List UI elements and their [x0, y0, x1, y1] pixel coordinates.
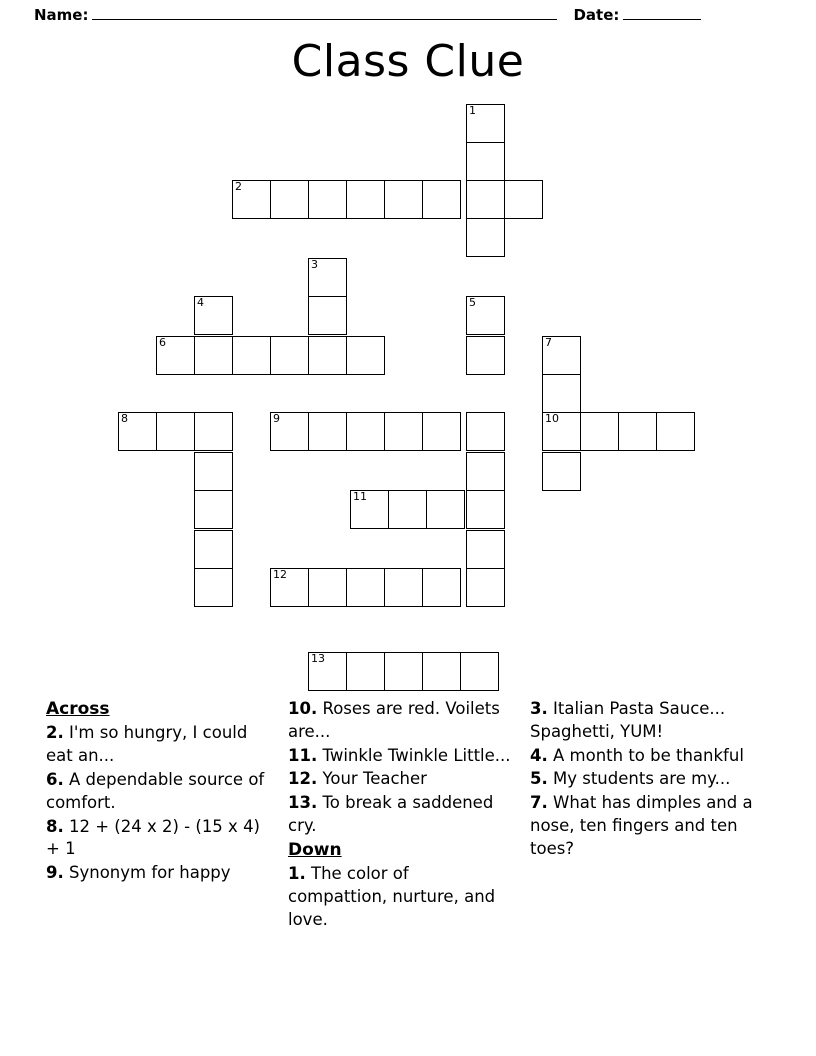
grid-cell-5[interactable] [466, 296, 505, 335]
grid-cell[interactable] [384, 652, 423, 691]
grid-cell[interactable] [308, 412, 347, 451]
clue-number: 13. [288, 793, 318, 813]
grid-cell[interactable] [466, 142, 505, 181]
grid-cell-number: 4 [197, 296, 204, 309]
clue-across-10 [288, 698, 512, 744]
clues-area [0, 698, 816, 998]
grid-cell[interactable] [466, 180, 505, 219]
grid-cell[interactable] [194, 568, 233, 607]
across-heading: Across [46, 699, 110, 719]
grid-cell[interactable] [580, 412, 619, 451]
clue-across-11 [288, 745, 512, 768]
clue-number: 11. [288, 745, 318, 765]
grid-cell[interactable] [346, 412, 385, 451]
grid-cell[interactable] [308, 336, 347, 375]
grid-cell[interactable] [422, 568, 461, 607]
date-label: Date: [573, 6, 620, 24]
grid-cell[interactable] [618, 412, 657, 451]
page-title: Class Clue [291, 36, 525, 87]
clue-column-2 [288, 698, 512, 932]
grid-cell-number: 6 [159, 336, 166, 349]
grid-cell[interactable] [308, 568, 347, 607]
grid-cell[interactable] [466, 530, 505, 569]
grid-cell[interactable] [542, 452, 581, 491]
grid-cell-13[interactable] [308, 652, 347, 691]
clue-text: I'm so hungry, I could eat an... [46, 723, 248, 766]
clue-number: 6. [46, 769, 64, 789]
down-heading: Down [288, 839, 342, 860]
grid-cell-number: 13 [311, 652, 325, 665]
clue-across-2 [46, 722, 274, 768]
clue-text: Your Teacher [322, 769, 427, 789]
grid-cell[interactable] [194, 490, 233, 529]
clue-number: 7. [530, 793, 548, 813]
clue-number: 12. [288, 769, 318, 789]
grid-cell[interactable] [460, 652, 499, 691]
grid-cell-10[interactable] [542, 412, 581, 451]
grid-cell-number: 9 [273, 412, 280, 425]
grid-cell[interactable] [270, 336, 309, 375]
clue-number: 8. [46, 816, 64, 836]
grid-cell[interactable] [346, 652, 385, 691]
grid-cell-number: 3 [311, 258, 318, 271]
grid-cell[interactable] [194, 452, 233, 491]
clue-number: 3. [530, 699, 548, 718]
grid-cell[interactable] [466, 568, 505, 607]
grid-cell-7[interactable] [542, 336, 581, 375]
clue-number: 1. [288, 864, 306, 884]
grid-cell-number: 1 [469, 104, 476, 117]
grid-cell[interactable] [346, 180, 385, 219]
grid-cell[interactable] [194, 336, 233, 375]
grid-cell[interactable] [156, 412, 195, 451]
grid-cell[interactable] [384, 412, 423, 451]
grid-cell-3[interactable] [308, 258, 347, 297]
grid-cell[interactable] [308, 296, 347, 335]
crossword-grid [0, 104, 816, 704]
clue-down-4 [530, 745, 772, 768]
clue-number: 4. [530, 745, 548, 765]
grid-cell-number: 8 [121, 412, 128, 425]
clue-down-5 [530, 768, 772, 791]
grid-cell[interactable] [384, 180, 423, 219]
clue-down-7 [530, 792, 772, 860]
grid-cell-8[interactable] [118, 412, 157, 451]
grid-cell[interactable] [194, 530, 233, 569]
clue-across-13 [288, 792, 512, 838]
clue-text: A month to be thankful [553, 745, 744, 765]
clue-text: The color of compattion, nurture, and love. [288, 864, 496, 929]
grid-cell-number: 11 [353, 490, 367, 503]
clue-number: 5. [530, 769, 548, 789]
grid-cell[interactable] [308, 180, 347, 219]
grid-cell[interactable] [232, 336, 271, 375]
clue-text: Twinkle Twinkle Little... [322, 745, 511, 765]
grid-cell-number: 5 [469, 296, 476, 309]
clue-text: My students are my... [553, 769, 731, 789]
grid-cell[interactable] [466, 490, 505, 529]
grid-cell[interactable] [422, 412, 461, 451]
grid-cell[interactable] [270, 180, 309, 219]
grid-cell[interactable] [466, 452, 505, 491]
grid-cell-number: 12 [273, 568, 287, 581]
clue-down-3 [530, 698, 772, 744]
clue-down-1 [288, 863, 512, 931]
grid-cell[interactable] [466, 412, 505, 451]
clue-text: Synonym for happy [69, 863, 231, 883]
grid-cell[interactable] [422, 180, 461, 219]
clue-text: A dependable source of comfort. [46, 769, 265, 812]
clue-text: Italian Pasta Sauce... Spaghetti, YUM! [530, 699, 726, 741]
clue-number: 9. [46, 863, 64, 883]
clue-text: To break a saddened cry. [288, 793, 494, 835]
grid-cell[interactable] [426, 490, 465, 529]
grid-cell-12[interactable] [270, 568, 309, 607]
date-write-line [623, 6, 701, 20]
grid-cell[interactable] [346, 336, 385, 375]
grid-cell[interactable] [466, 336, 505, 375]
clue-across-12 [288, 768, 512, 791]
clue-number: 10. [288, 699, 318, 718]
grid-cell[interactable] [384, 568, 423, 607]
grid-cell[interactable] [504, 180, 543, 219]
clue-across-9 [46, 862, 274, 885]
clue-across-8 [46, 816, 274, 862]
grid-cell-9[interactable] [270, 412, 309, 451]
grid-cell[interactable] [542, 374, 581, 413]
grid-cell-2[interactable] [232, 180, 271, 219]
grid-cell-number: 10 [545, 412, 559, 425]
clue-text: What has dimples and a nose, ten fingers and ten toes? [530, 793, 753, 858]
clue-text: 12 + (24 x 2) - (15 x 4) + 1 [46, 816, 260, 859]
header-name-date-line [34, 6, 782, 24]
clue-number: 2. [46, 723, 64, 743]
name-label: Name: [34, 6, 89, 24]
grid-cell-number: 2 [235, 180, 242, 193]
clue-text: Roses are red. Voilets are... [288, 699, 500, 741]
grid-cell-4[interactable] [194, 296, 233, 335]
grid-cell-number: 7 [545, 336, 552, 349]
name-write-line [92, 6, 557, 20]
grid-cell[interactable] [466, 218, 505, 257]
clue-column-1 [46, 698, 274, 886]
clue-across-6 [46, 769, 274, 815]
grid-cell[interactable] [194, 412, 233, 451]
grid-cell[interactable] [422, 652, 461, 691]
grid-cell-1[interactable] [466, 104, 505, 143]
grid-cell[interactable] [346, 568, 385, 607]
clue-column-3 [530, 698, 772, 861]
grid-cell-11[interactable] [350, 490, 389, 529]
grid-cell[interactable] [656, 412, 695, 451]
grid-cell[interactable] [388, 490, 427, 529]
grid-cell-6[interactable] [156, 336, 195, 375]
